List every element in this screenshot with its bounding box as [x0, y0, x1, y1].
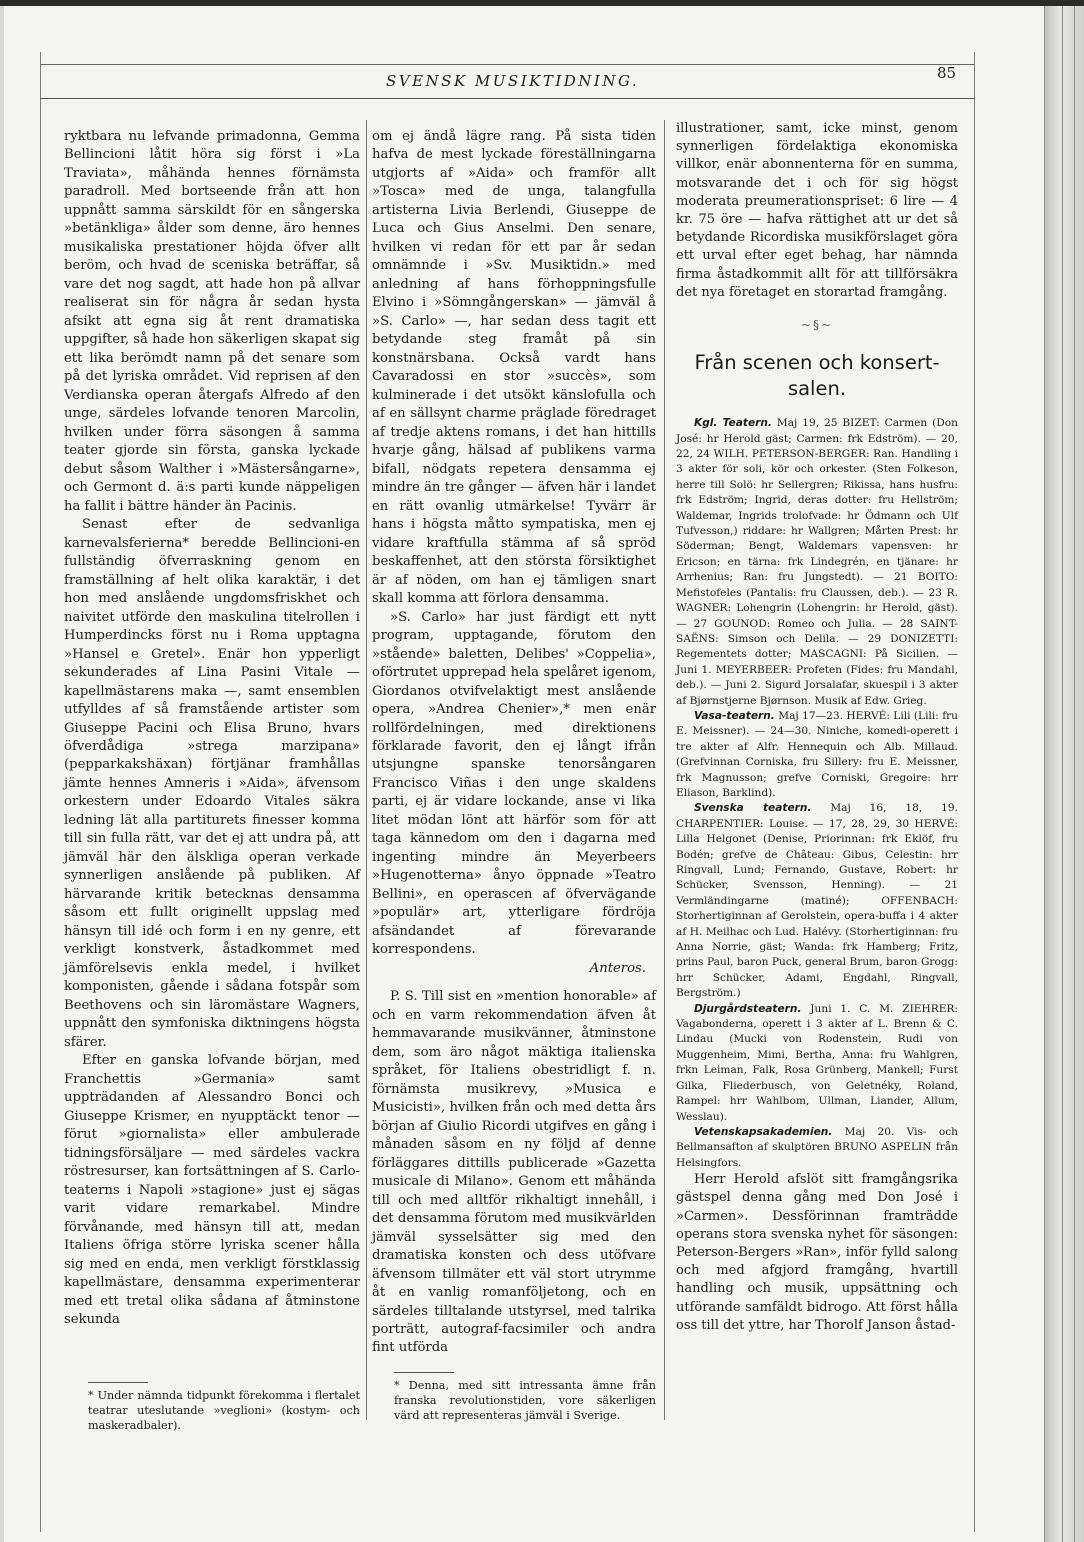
- paragraph: ryktbara nu lefvande primadonna, Gemma Bellincioni låtit höra sig först i »La Traviata», måhända hennes förnämsta paradroll. Med bortseende från att hon uppnått samma särskildt för en sångerska »betänkliga» ålder som denne, äro hennes musikaliska prestationer höjda öfver allt beröm, och hvad de sceniska beträffar, så vare det nog sagdt, att hade hon på allvar realiserat sin för några år sedan hysta afsikt att egna sig åt rent dramatiska uppgifter, så hade hon säkerligen skapat sig ett lika berömdt namn på det senare som på det lyriska området. Vid reprisen af den Verdianska operan återgafs Alfredo af den unge, särdeles lofvande tenoren Marcolin, hvilken under förra säsongen å samma teater gjorde sin första, ganska lyckade debut såsom Walther i »Mästersångarne», och Germont d. ä:s parti kunde näppeligen ha fallit i bättre händer än Pacinis.: [64, 129, 360, 514]
- paragraph: Herr Herold afslöt sitt framgångsrika gästspel denna gång med Don José i »Carmen». Dessförinnan framträdde operans stora svenska nyhet för säsongen: Peterson-Bergers »Ran», inför fylld salong och med afgjord framgång, hvartill handling och musik, uppsättning och utförande samfäldt bidrogo. Att först hålla oss till det yttre, har Thorolf Janson åstad-: [676, 1172, 958, 1333]
- listing-text: Maj 20. Vis- och Bellmansafton af skulptören BRUNO ASPELIN från Helsingfors.: [676, 1125, 958, 1169]
- ornament-divider: ~§~: [800, 318, 834, 333]
- listing-venue: Vasa-teatern.: [694, 709, 775, 722]
- header-rule-bottom: [40, 98, 974, 99]
- listing-entry: [676, 801, 958, 1001]
- column-divider: [366, 120, 367, 1420]
- page-edge-line: [1074, 6, 1075, 1542]
- listing-entry: [676, 1002, 958, 1125]
- paragraph: illustrationer, samt, icke minst, genom synnerligen fördelaktiga ekonomiska villkor, enär abonnenterna för en summa, motsvarande det i och för sig högst moderata preumerationspriset: 6 lire — 4 kr. 75 öre — hafva rättighet att ur det så betydande Ricordiska musikförslaget göra ett urval efter eget behag, har nämnda firma åstadkommit allt för att tillförsäkra det nya företaget en storartad framgång.: [676, 121, 958, 300]
- column-divider: [664, 120, 665, 1420]
- column-2: [372, 128, 656, 1358]
- listing-venue: Vetenskapsakademien.: [694, 1125, 833, 1138]
- frame-left-rule: [40, 52, 41, 1532]
- listing-entry: [676, 416, 958, 709]
- footnote: * Denna, med sitt intressanta ämne från franska revolutionstiden, vore säkerligen värd att representeras jämväl i Sverige.: [394, 1379, 656, 1422]
- running-title: SVENSK MUSIKTIDNING.: [386, 72, 640, 90]
- footnote-rule: [88, 1382, 148, 1383]
- page-number: 85: [937, 64, 957, 82]
- paragraph: om ej ändå lägre rang. På sista tiden hafva de mest lyckade föreställningarna utgjorts af »Aida» och framför allt »Tosca» med de unga, talangfulla artisterna Livia Berlendi, Giuseppe de Luca och Gius Anselmi. Den senare, hvilken vi redan för ett par år sedan omnämnde i »Sv. Musiktidn.» med anledning af hans förhoppningsfulle Elvino i »Sömngångerskan» — jämväl å »S. Carlo» —, har sedan dess tagit ett betydande steg framåt på sin konstnärsbana. Också vardt hans Cavaradossi en stor »succès», som kulminerade i det utsökt känslofulla och af en sällsynt charme präglade föredraget af tredje aktens romans, i det han hittills hvarje gång, hälsad af publikens varma bifall, nödgats repetera densamma ej mindre än tre gånger — äfven här i landet en rätt ovanlig utmärkelse! Tyvärr är hans i högsta måtto sympatiska, men ej vidare kraftfulla stämma af så spröd beskaffenhet, att den största försiktighet är af nöden, om han ej tämligen snart skall komma att förlora densamma.: [372, 129, 656, 607]
- page-edge-line: [1062, 6, 1063, 1542]
- page-edge-line: [1044, 6, 1045, 1542]
- header-rule-top: [40, 64, 974, 65]
- column-1: [64, 128, 360, 1329]
- paragraph: »S. Carlo» har just färdigt ett nytt program, upptagande, förutom den »stående» baletten, Delibes' »Coppelia», oförtrutet upprepad hela spelåret igenom, Giordanos otvifvelaktigt mest anslående opera, »Andrea Chenier»,* men enär rollfördelningen, med direktionens förklarade favorit, den ej långt ifrån utsjungne spanske tenorsångaren Francisco Viñas i den unge skaldens parti, ej är vidare lockande, anse vi lika litet mödan lönt att härför som för att taga kännedom om den i dagarna med ingenting mindre än Meyerbeers »Hugenotterna» ånyo öppnade »Teatro Bellini», en operascen af öfvervägande »populär» art, ytterligare fördröja afsändandet af förevarande korrespondens.: [372, 609, 656, 958]
- listing-venue: Kgl. Teatern.: [694, 417, 772, 430]
- listing-venue: Svenska teatern.: [694, 802, 812, 815]
- column-3: [676, 120, 958, 1335]
- paragraph: Senast efter de sedvanliga karnevalsferierna* beredde Bellincioni-en fullständig öfverraskning genom en framställning af helt olika karaktär, i det hon med anslående ungdomsfriskhet och naivitet utförde den maskulina titelrollen i Humperdincks först nu i Roma upptagna »Hansel e Gretel». Enär hon ypperligt sekunderades af Lina Pasini Vitale — kapellmästarens maka —, samt ensemblen utfylldes af så framstående artister som Giuseppe Pacini och Elisa Bruno, hvars öfverdådiga »strega marzipana» (pepparkakshäxan) förtjänar framhållas jämte hennes Amneris i »Aida», äfvensom orkestern under Edoardo Vitales säkra ledning lät alla partiturets finesser komma till sin fulla rätt, var det ej att undra på, att jämväl här den älskliga operan verkade synnerligen anslående på publiken. Af härvarande kritik betecknas densamma såsom ett fullt originellt uppslag med hänsyn till idé och form i en ny genre, ett verkligt konstverk, åstadkommet med jämförelsevis enkla medel, i hvilket komponisten, gående i sådana fotspår som Beethovens och sin läromästare Wagners, uppnått den symfoniska diktningens högsta sfärer.: [64, 517, 360, 1050]
- signature: Anteros.: [589, 960, 646, 976]
- listing-text: Juni 1. C. M. ZIEHRER: Vagabonderna, operett i 3 akter af L. Brenn & C. Lindau (Mucki von Rodenstein, Rudi von Muggenheim, Mimi, Bertha, Anna: fru Wahlgren, frkn Leiman, Falk, Rosa Grünberg, Mankell; Furst Gilka, Fliederbusch, von Geletnéky, Roland, Rampel: hrr Wahlbom, Ullman, Liander, Allum, Wesslau).: [676, 1002, 958, 1123]
- paragraph: Efter en ganska lofvande början, med Franchettis »Germania» samt uppträdanden af Alessandro Bonci och Giuseppe Krismer, en nyupptäckt tenor — förut »giornalista» eller ambulerade tidningsförsäljare — med särdeles vackra röstresurser, kan fortsättningen af S. Carlo-teaterns i Napoli »stagione» just ej sägas varit vidare remarkabel. Mindre förvånande, med hänsyn till att, medan Italiens öfriga större lyriska scener hålla sig med en enda, men verkligt förstklassig kapellmästare, densamma experimenterar med ett tretal olika sådana af åtminstone sekunda: [64, 1053, 360, 1327]
- postscript: P. S. Till sist en »mention honorable» af och en varm rekommendation äfven åt hemmavarande musikvänner, åtminstone dem, som äro något mäktiga italienska språket, för Italiens obestridligt f. n. förnämsta musikrevy, »Musica e Musicisti», hvilken från och med detta års början af Giulio Ricordi utgifves en gång i månaden såsom en ny följd af denne förläggares dittills publicerade »Gazetta musicale di Milano». Genom ett måhända till och med alltför rikhaltigt innehåll, i det densamma förutom med musikvärlden jämväl sysselsätter sig med den dramatiska konsten och dess utöfvare äfvensom tillmäter ett väl stort utrymme åt en vanlig romanföljetong, och en särdeles tilltalande utstyrsel, med talrika porträtt, autograf-facsimiler och andra fint utförda: [372, 989, 656, 1356]
- listing-entry: [676, 1125, 958, 1171]
- listing-entry: [676, 709, 958, 801]
- listing-text: Maj 16, 18, 19. CHARPENTIER: Louise. — 17, 28, 29, 30 HERVÉ: Lilla Helgonet (Denise, Priorinnan: frk Eklöf, fru Bodén; grefve de Château: Gibus, Celestin: hrr Ringvall, Lund; Fernando, Gustave, Robert: hr Schücker, Svensson, Henning). — 21 Vermländingarne (matiné); OFFENBACH: Storhertiginnan af Gerolstein, opera-buffa i 4 akter af H. Meilhac och Lud. Halévy. (Storhertiginnan: fru Anna Norrie, gäst; Wanda: frk Hamberg; Fritz, prins Paul, baron Puck, general Brum, baron Grogg: hrr Schücker, Adami, Engdahl, Ringvall, Bergström.): [676, 802, 959, 1000]
- book-edge: [1044, 6, 1084, 1542]
- listing-text: Maj 17—23. HERVÉ: Lili (Lili: fru E. Meissner). — 24—30. Niniche, komedi-operett i tre akter af Alfr. Hennequin och Alb. Millaud. (Grefvinnan Corniska, fru Sillery: fru E. Meissner, frk Magnusson; grefve Corniski, Gregoire: hrr Eliason, Barklind).: [676, 709, 959, 799]
- listing-text: Maj 19, 25 BIZET: Carmen (Don José: hr Herold gäst; Carmen: frk Edström). — 20, 22, 24 WILH. PETERSON-BERGER: Ran. Handling i 3 akter för soli, kör och orkester. (Sten Folkeson, herre till Solö: hr Sellergren; Rikissa, hans husfru: frk Edström; Ingrid, deras dotter: fru Hellström; Waldemar, Ingrids trolofvade: hr Ödmann och Ulf Tufvesson,) riddare: hr Wallgren; Mårten Prest: hr Söderman; Bengt, Waldemars vapensven: hr Ericson; en tärna: frk Lindegrén, en tjänare: hr Arrhenius; Ran: fru Jungstedt). — 21 BOITO: Mefistofeles (Pantalis: fru Claussen, deb.). — 23 R. WAGNER: Lohengrin (Lohengrin: hr Herold, gäst). — 27 GOUNOD: Romeo och Julia. — 28 SAINT-SAËNS: Simson och Delila. — 29 DONIZETTI: Regementets dotter; MASCAGNI: På Sicilien. — Juni 1. MEYERBEER: Profeten (Fides: fru Mandahl, deb.). — Juni 2. Sigurd Jorsalafar, skuespil i 3 akter af Bjørnstjerne Bjørnson. Musik af Edw. Grieg.: [676, 417, 958, 707]
- section-title: Från scenen och konsert-salen.: [694, 351, 940, 401]
- frame-right-rule: [974, 52, 975, 1532]
- listing-venue: Djurgårdsteatern.: [694, 1002, 802, 1015]
- footnote: * Under nämnda tidpunkt förekomma i flertalet teatrar uteslutande »veglioni» (kostym- och maskeradbaler).: [88, 1389, 360, 1432]
- footnote-rule: [394, 1372, 454, 1373]
